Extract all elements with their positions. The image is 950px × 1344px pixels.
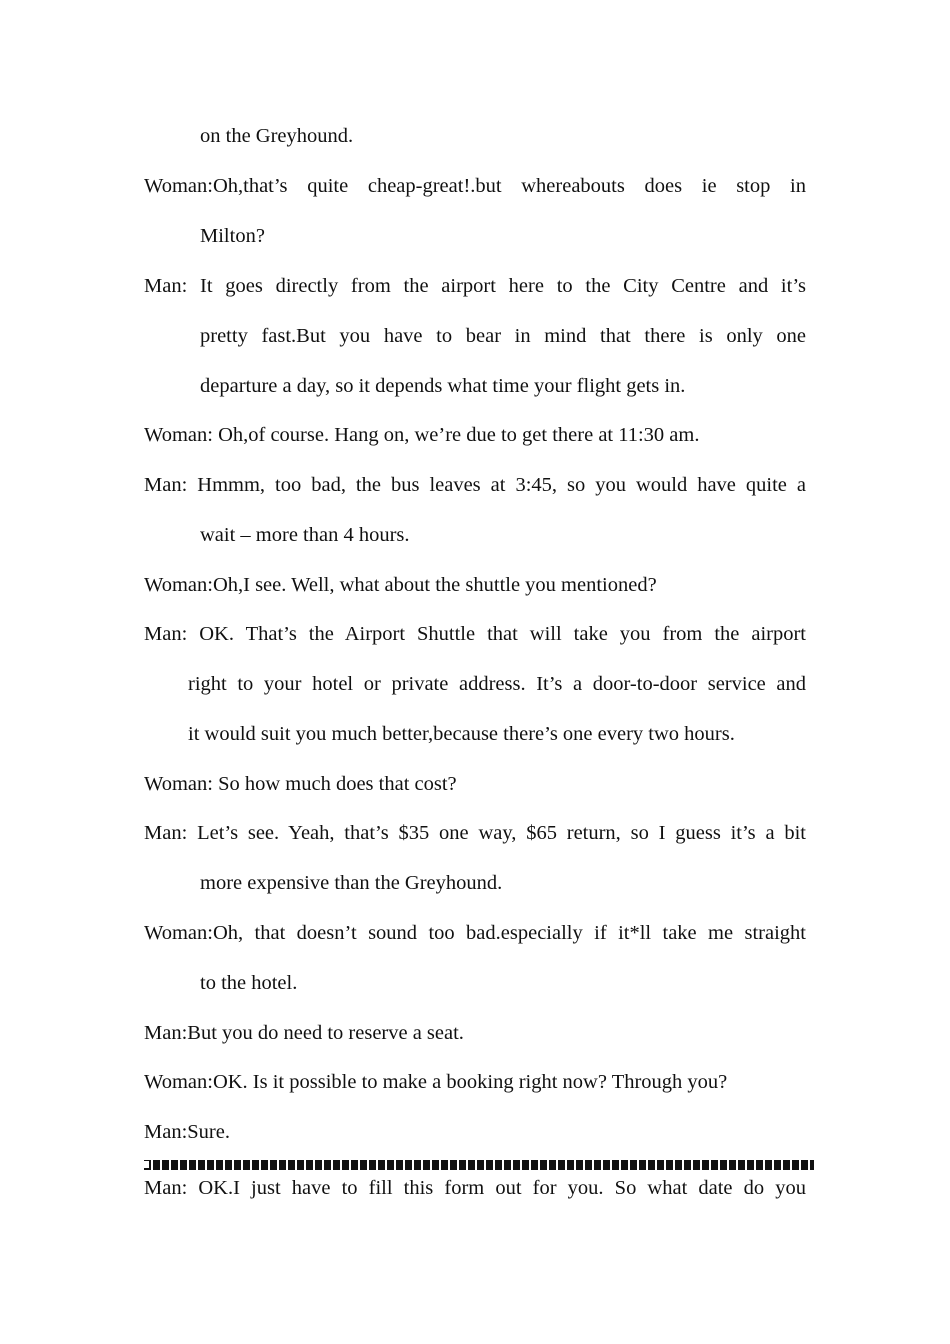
section-divider-gap — [144, 1161, 149, 1168]
text-line: Man: OK. That’s the Airport Shuttle that will take you from the airport — [144, 623, 806, 645]
text-line: Man: Hmmm, too bad, the bus leaves at 3:45, so you would have quite a — [144, 474, 806, 496]
text-line: Woman:Oh, that doesn’t sound too bad.especially if it*ll take me straight — [144, 922, 806, 944]
text-line: more expensive than the Greyhound. — [200, 872, 503, 894]
text-line: Man: It goes directly from the airport here to the City Centre and it’s — [144, 275, 806, 297]
text-line: Woman:OK. Is it possible to make a booking right now? Through you? — [144, 1071, 728, 1093]
text-line: Woman: So how much does that cost? — [144, 773, 457, 795]
text-line: departure a day, so it depends what time your flight gets in. — [200, 375, 686, 397]
text-line: Man: OK.I just have to fill this form out for you. So what date do you — [144, 1177, 806, 1199]
text-line: Woman: Oh,of course. Hang on, we’re due to get there at 11:30 am. — [144, 424, 700, 446]
text-line: pretty fast.But you have to bear in mind that there is only one — [200, 325, 806, 347]
section-divider — [144, 1160, 814, 1170]
text-line: Woman:Oh,I see. Well, what about the shuttle you mentioned? — [144, 574, 657, 596]
text-line: Man: Let’s see. Yeah, that’s $35 one way, $65 return, so I guess it’s a bit — [144, 822, 806, 844]
text-line: Man:Sure. — [144, 1121, 230, 1143]
text-line: it would suit you much better,because there’s one every two hours. — [188, 723, 735, 745]
text-line: Man:But you do need to reserve a seat. — [144, 1022, 464, 1044]
text-line: wait – more than 4 hours. — [200, 524, 410, 546]
text-line: right to your hotel or private address. It’s a door-to-door service and — [188, 673, 806, 695]
text-line: Milton? — [200, 225, 265, 247]
text-line: Woman:Oh,that’s quite cheap-great!.but whereabouts does ie stop in — [144, 175, 806, 197]
text-line: to the hotel. — [200, 972, 298, 994]
text-line: on the Greyhound. — [200, 125, 354, 147]
